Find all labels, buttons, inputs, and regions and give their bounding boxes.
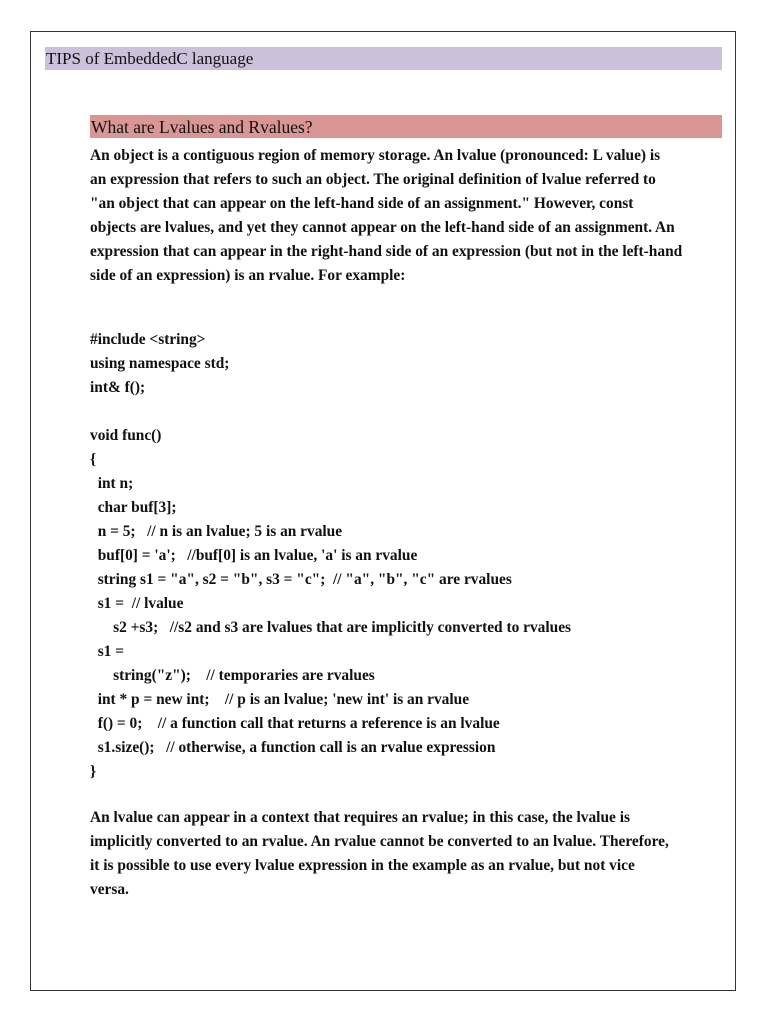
code-example [90,328,726,784]
code-line [90,400,726,424]
code-line: #include <string> [90,331,206,348]
intro-line: objects are lvalues, and yet they cannot appear on the left-hand side of an assignment. An [90,219,675,236]
outro-paragraph [90,806,726,902]
section-heading-band [90,115,722,138]
outro-line: implicitly converted to an rvalue. An rvalue cannot be converted to an lvalue. Therefore, [90,833,669,850]
document-title: TIPS of EmbeddedC language [46,49,254,68]
code-line: s1 = [90,643,124,660]
document-header [45,47,722,70]
intro-paragraph [90,144,726,288]
outro-line: An lvalue can appear in a context that requires an rvalue; in this case, the lvalue is [90,809,630,826]
code-line: s2 +s3; //s2 and s3 are lvalues that are implicitly converted to rvalues [90,619,572,636]
code-line: n = 5; // n is an lvalue; 5 is an rvalue [90,523,343,540]
code-line: s1 = // lvalue [90,595,184,612]
code-line: char buf[3]; [90,499,177,516]
code-line: { [90,451,97,468]
code-line: int * p = new int; // p is an lvalue; 'new int' is an rvalue [90,691,470,708]
intro-line: side of an expression) is an rvalue. For example: [90,267,406,284]
intro-line: an expression that refers to such an object. The original definition of lvalue referred to [90,171,656,188]
section-heading: What are Lvalues and Rvalues? [91,117,313,137]
code-line: int& f(); [90,379,146,396]
code-line: using namespace std; [90,355,230,372]
code-line: void func() [90,427,162,444]
outro-line: it is possible to use every lvalue expression in the example as an rvalue, but not vice [90,857,635,874]
outro-line: versa. [90,881,129,898]
code-line: } [90,763,97,780]
code-line: buf[0] = 'a'; //buf[0] is an lvalue, 'a' is an rvalue [90,547,418,564]
code-line: string("z"); // temporaries are rvalues [90,667,375,684]
code-line: f() = 0; // a function call that returns a reference is an lvalue [90,715,500,732]
code-line: int n; [90,475,134,492]
intro-line: expression that can appear in the right-hand side of an expression (but not in the left-hand [90,243,683,260]
code-line: string s1 = "a", s2 = "b", s3 = "c"; // "a", "b", "c" are rvalues [90,571,512,588]
intro-line: An object is a contiguous region of memory storage. An lvalue (pronounced: L value) is [90,147,661,164]
intro-line: "an object that can appear on the left-hand side of an assignment." However, const [90,195,634,212]
code-line: s1.size(); // otherwise, a function call is an rvalue expression [90,739,496,756]
